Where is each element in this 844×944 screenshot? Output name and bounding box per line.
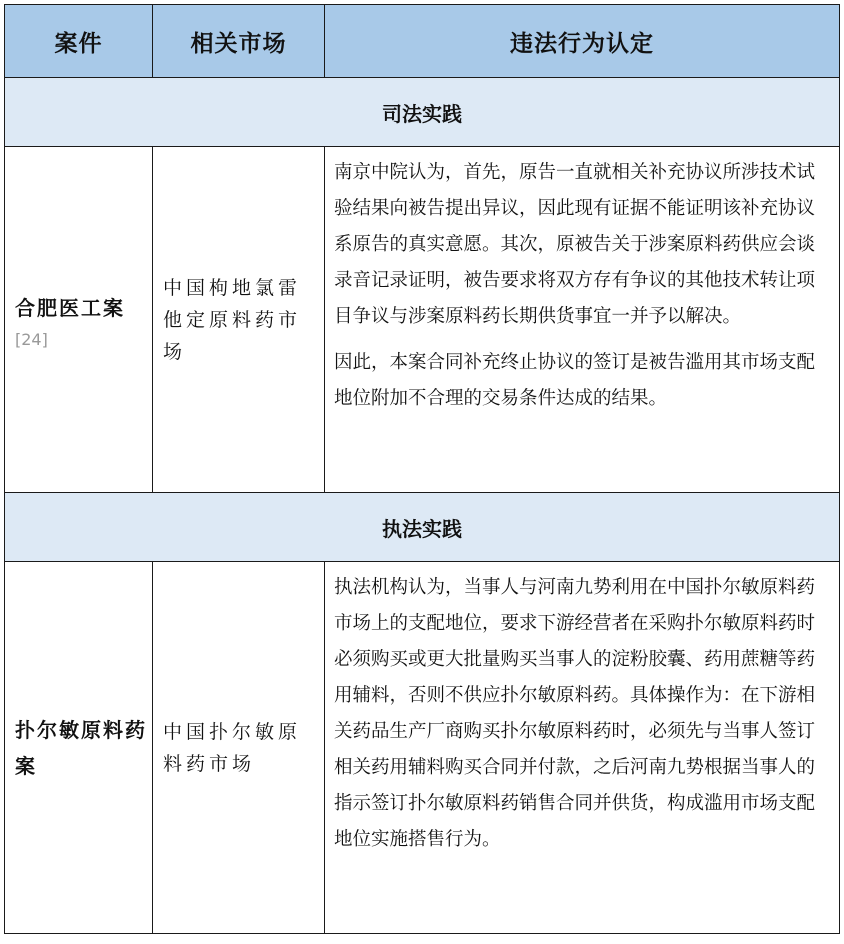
finding-paragraph: 因此，本案合同补充终止协议的签订是被告滥用其市场支配地位附加不合理的交易条件达成的结果。	[334, 352, 816, 409]
header-finding: 违法行为认定	[325, 5, 840, 78]
case-name: 合肥医工案	[15, 296, 125, 320]
header-case: 案件	[5, 5, 153, 78]
case-name: 扑尔敏原料药案	[15, 717, 147, 778]
section-title: 司法实践	[5, 78, 840, 147]
market-cell: 中国扑尔敏原料药市场	[153, 562, 325, 934]
cases-table	[4, 4, 840, 934]
header-market: 相关市场	[153, 5, 325, 78]
finding-cell	[325, 147, 840, 493]
section-row-enforcement	[5, 493, 840, 562]
section-title: 执法实践	[5, 493, 840, 562]
finding-cell	[325, 562, 840, 934]
finding-paragraph: 执法机构认为，当事人与河南九势利用在中国扑尔敏原料药市场上的支配地位，要求下游经营者在采购扑尔敏原料药时必须购买或更大批量购买当事人的淀粉胶囊、药用蔗糖等药用辅料，否则不供应扑尔敏原料药。具体操作为：在下游相关药品生产厂商购买扑尔敏原料药时，必须先与当事人签订相关药用辅料购买合同并付款，之后河南九势根据当事人的指示签订扑尔敏原料药销售合同并供货，构成滥用市场支配地位实施搭售行为。	[334, 577, 816, 850]
case-cell	[5, 562, 153, 934]
table-header-row	[5, 5, 840, 78]
finding-paragraph: 南京中院认为，首先，原告一直就相关补充协议所涉技术试验结果向被告提出异议，因此现有证据不能证明该补充协议系原告的真实意愿。其次，原被告关于涉案原料药供应会谈录音记录证明，被告要求将双方存有争议的其他技术转让项目争议与涉案原料药长期供货事宜一并予以解决。	[334, 162, 816, 327]
table-row	[5, 147, 840, 493]
market-cell: 中国枸地氯雷他定原料药市场	[153, 147, 325, 493]
case-cell	[5, 147, 153, 493]
section-row-judicial	[5, 78, 840, 147]
table-row	[5, 562, 840, 934]
reference-note: [24]	[15, 330, 48, 349]
